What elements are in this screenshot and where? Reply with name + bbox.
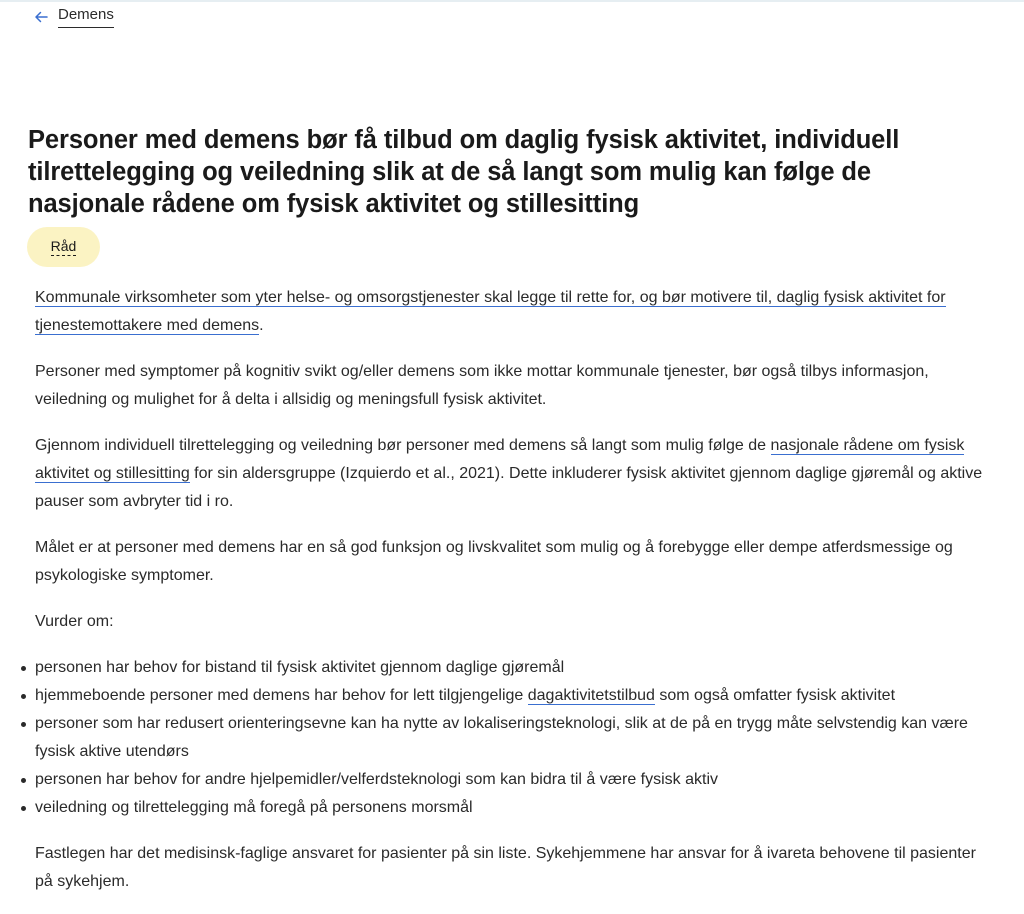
consider-list (0, 654, 995, 822)
link-dagaktivitetstilbud[interactable]: dagaktivitetstilbud (527, 687, 655, 704)
link-kommunale-virksomheter[interactable]: Kommunale virksomheter som yter helse- og omsorgstjenester skal legge til rette for, og bør motivere til, daglig fysisk aktivitet for tjenestemottakere med demens (35, 289, 946, 334)
list-item: personen har behov for andre hjelpemidler/velferdsteknologi som kan bidra til å være fysisk aktiv (35, 766, 995, 794)
article-body (35, 284, 995, 914)
link-nasjonale-radene[interactable]: nasjonale rådene om fysisk aktivitet og stillesitting (35, 437, 965, 482)
paragraph-3-end: for sin aldersgruppe (Izquierdo et al., 2021). Dette inkluderer fysisk aktivitet gjennom daglige gjøremål og aktive pauser som avbryter tid i ro. (35, 465, 983, 510)
paragraph-1 (35, 284, 995, 340)
status-badge (27, 227, 100, 267)
paragraph-1-end: . (259, 317, 264, 334)
top-divider (0, 0, 1024, 2)
breadcrumb-link-demens[interactable]: Demens (58, 6, 114, 28)
list-item: personen har behov for bistand til fysisk aktivitet gjennom daglige gjøremål (35, 654, 995, 682)
list-item-2-end: som også omfatter fysisk aktivitet (654, 687, 896, 704)
paragraph-4: Målet er at personer med demens har en så god funksjon og livskvalitet som mulig og å forebygge eller dempe atferdsmessige og psykologiske symptomer. (35, 539, 953, 584)
badge-label[interactable]: Råd (50, 238, 77, 254)
arrow-left-icon[interactable] (33, 9, 49, 25)
page-title: Personer med demens bør få tilbud om daglig fysisk aktivitet, individuell tilrettelegging og veiledning slik at de så langt som mulig kan følge de nasjonale rådene om fysisk aktivitet og stillesitting (28, 126, 900, 218)
paragraph-3-start: Gjennom individuell tilrettelegging og veiledning bør personer med demens så langt som mulig følge de (35, 437, 771, 454)
list-item: personer som har redusert orienteringsevne kan ha nytte av lokaliseringsteknologi, slik at de på en trygg måte selvstendig kan være fysisk aktive utendørs (35, 710, 995, 766)
paragraph-2: Personer med symptomer på kognitiv svikt og/eller demens som ikke mottar kommunale tjenester, bør også tilbys informasjon, veiledning og mulighet for å delta i allsidig og meningsfull fysisk aktivitet. (35, 363, 929, 408)
paragraph-6: Fastlegen har det medisinsk-faglige ansvaret for pasienter på sin liste. Sykehjemmene har ansvar for å ivareta behovene til pasienter på sykehjem. (35, 845, 976, 890)
paragraph-5: Vurder om: (35, 613, 114, 630)
breadcrumb (33, 6, 114, 28)
paragraph-3 (35, 432, 995, 516)
list-item: veiledning og tilrettelegging må foregå på personens morsmål (35, 794, 995, 822)
list-item-2-start: hjemmeboende personer med demens har behov for lett tilgjengelige (35, 687, 528, 704)
list-item (35, 682, 995, 710)
